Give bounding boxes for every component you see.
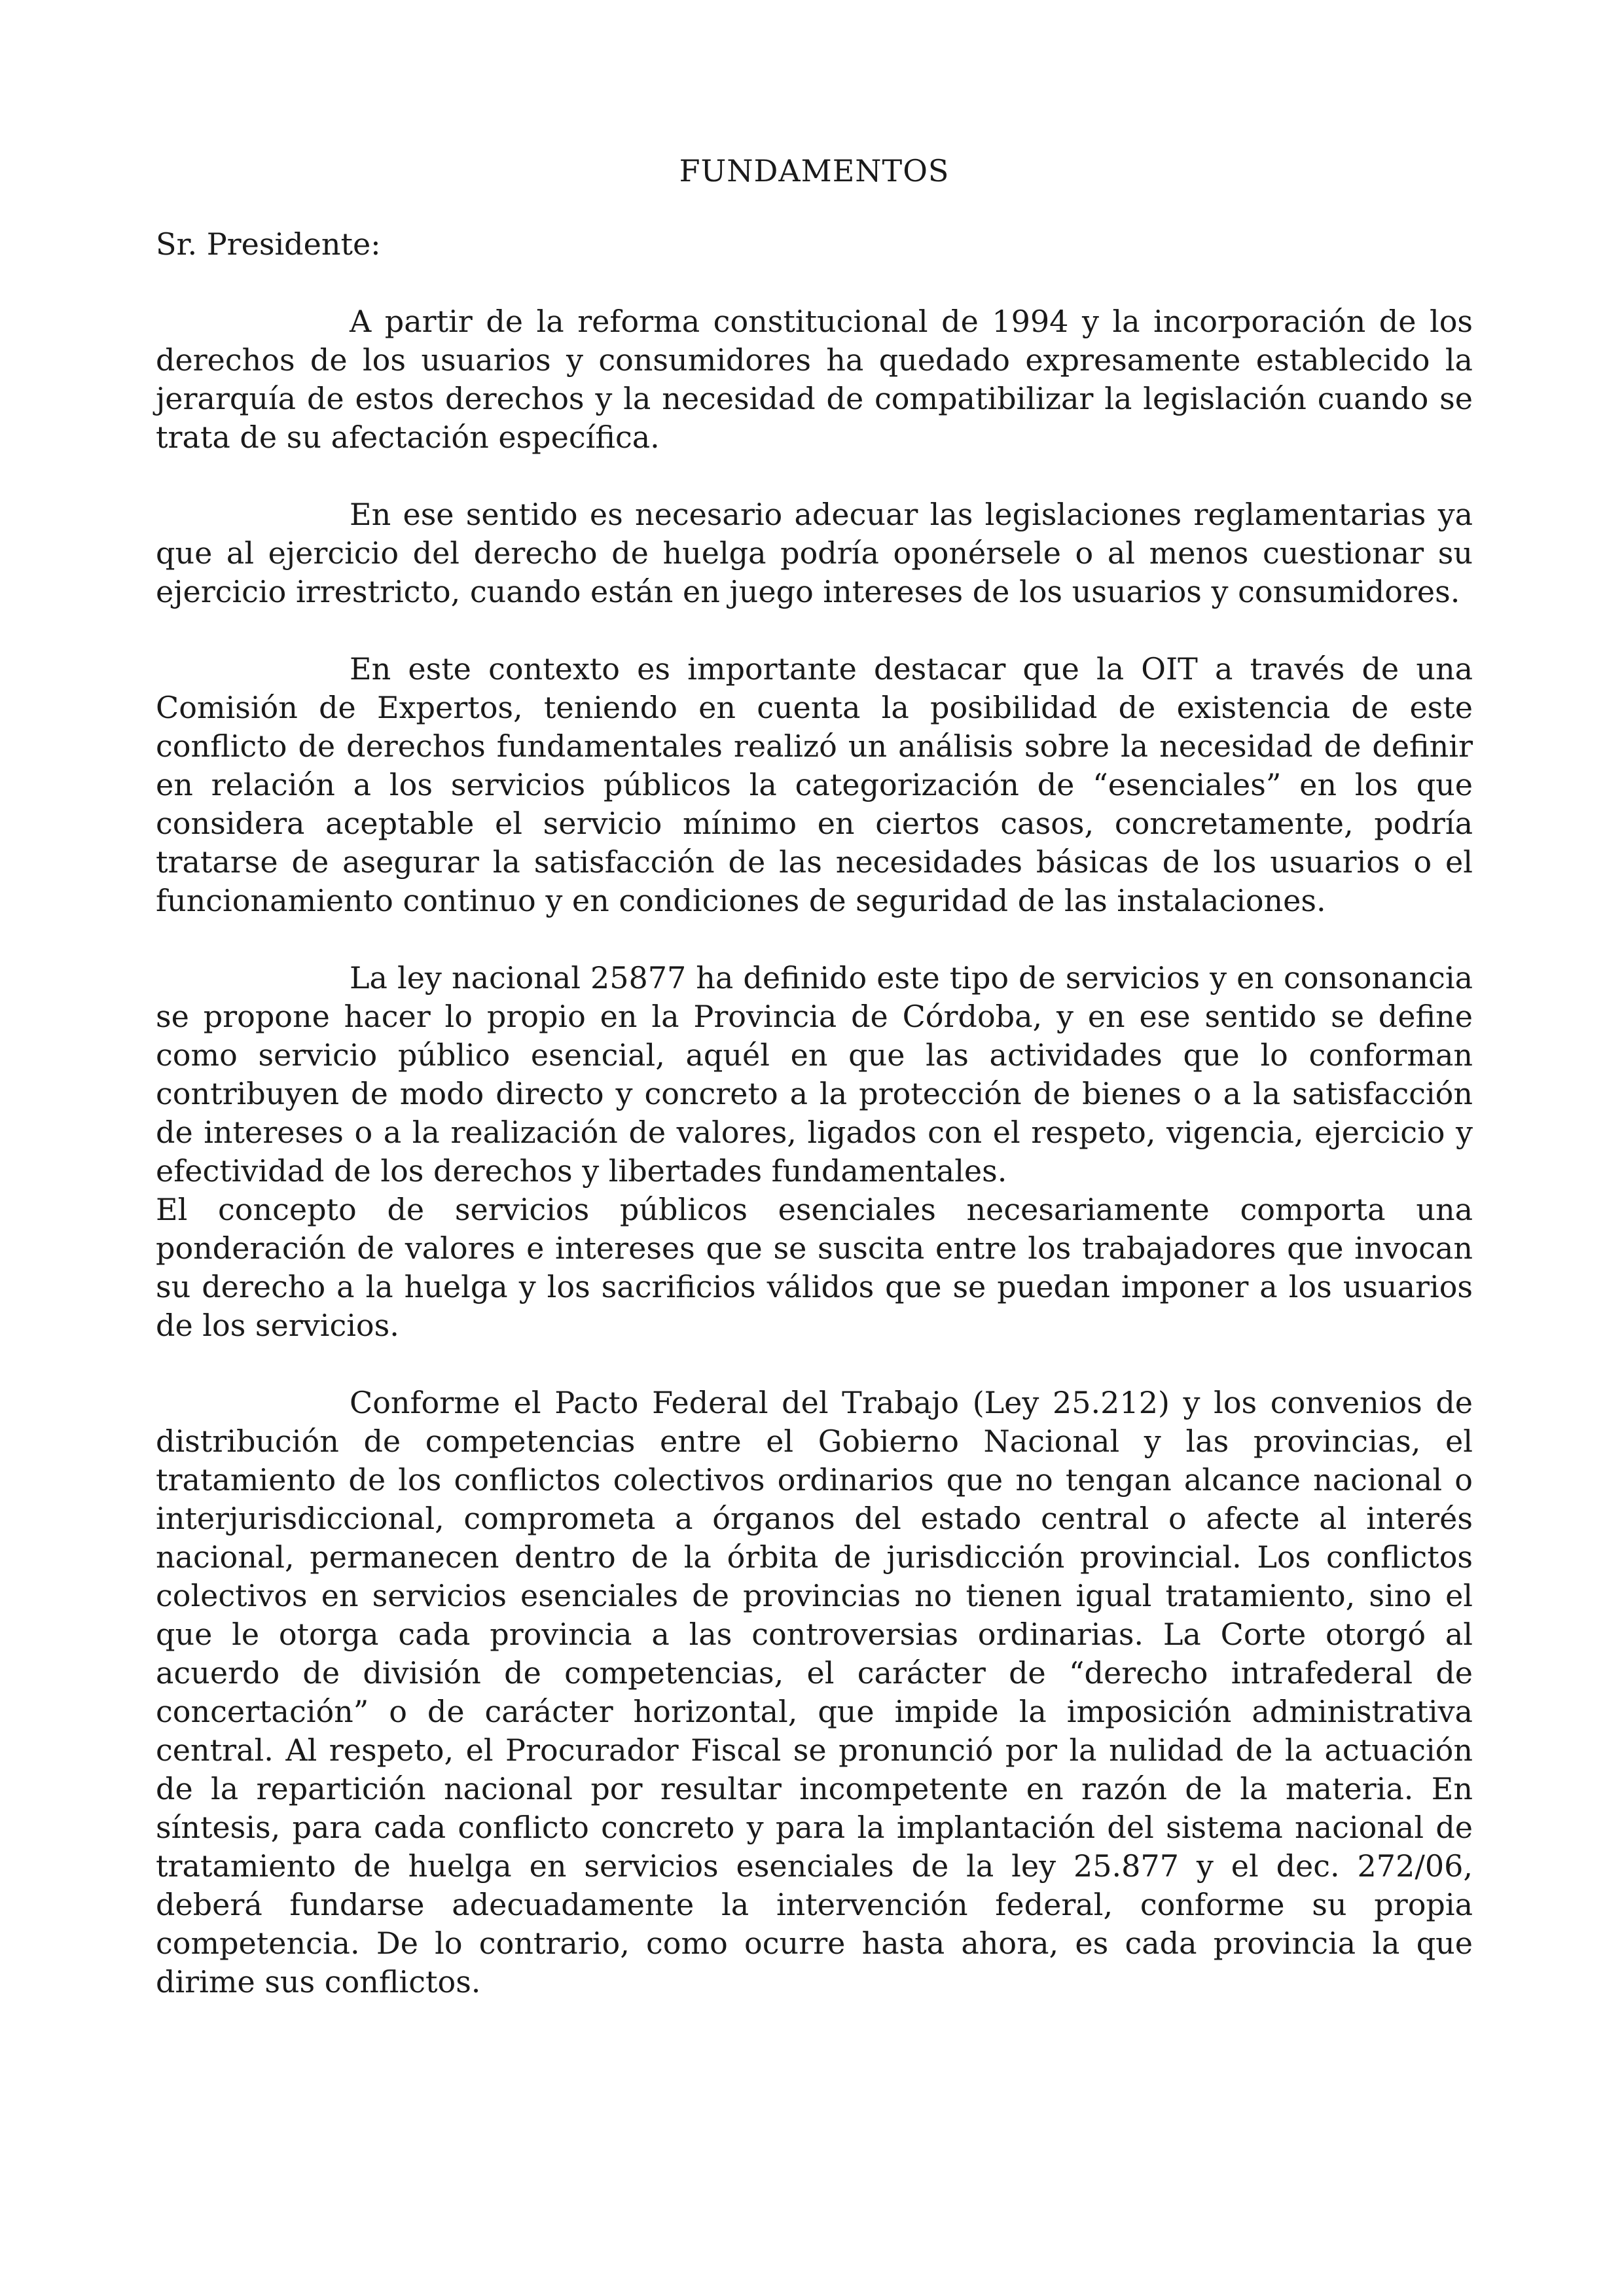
salutation: Sr. Presidente:	[156, 226, 381, 262]
paragraph-legislaciones-reglamentarias: En ese sentido es necesario adecuar las legislaciones reglamentarias ya que al ejercicio del derecho de huelga podría oponérsele o al menos cuestionar su ejercicio irrestricto, cuando están en juego intereses de los usuarios y consumidores.	[156, 497, 1473, 609]
paragraph-oit-comision: En este contexto es importante destacar que la OIT a través de una Comisión de Expertos, teniendo en cuenta la posibilidad de existencia de este conflicto de derechos fundamentales realizó un análisis sobre la necesidad de definir en relación a los servicios públicos la categorización de “esenciales” en los que considera aceptable el servicio mínimo en ciertos casos, concretamente, podría tratarse de asegurar la satisfacción de las necesidades básicas de los usuarios o el funcionamiento continuo y en condiciones de seguridad de las instalaciones.	[156, 651, 1473, 918]
paragraph-concepto-servicios: El concepto de servicios públicos esenciales necesariamente comporta una ponderación de valores e intereses que se suscita entre los trabajadores que invocan su derecho a la huelga y los sacrificios válidos que se puedan imponer a los usuarios de los servicios.	[156, 1192, 1473, 1343]
paragraph-ley-25877: La ley nacional 25877 ha definido este tipo de servicios y en consonancia se propone hacer lo propio en la Provincia de Córdoba, y en ese sentido se define como servicio público esencial, aquél en que las actividades que lo conforman contribuyen de modo directo y concreto a la protección de bienes o a la satisfacción de intereses o a la realización de valores, ligados con el respeto, vigencia, ejercicio y efectividad de los derechos y libertades fundamentales.	[156, 960, 1473, 1189]
document-title: FUNDAMENTOS	[679, 153, 950, 188]
paragraph-pacto-federal: Conforme el Pacto Federal del Trabajo (Ley 25.212) y los convenios de distribución de competencias entre el Gobierno Nacional y las provincias, el tratamiento de los conflictos colectivos ordinarios que no tengan alcance nacional o interjurisdiccional, comprometa a órganos del estado central o afecte al interés nacional, permanecen dentro de la órbita de jurisdicción provincial. Los conflictos colectivos en servicios esenciales de provincias no tienen igual tratamiento, sino el que le otorga cada provincia a las controversias ordinarias. La Corte otorgó al acuerdo de división de competencias, el carácter de “derecho intrafederal de concertación” o de carácter horizontal, que impide la imposición administrativa central. Al respeto, el Procurador Fiscal se pronunció por la nulidad de la actuación de la repartición nacional por resultar incompetente en razón de la materia. En síntesis, para cada conflicto concreto y para la implantación del sistema nacional de tratamiento de huelga en servicios esenciales de la ley 25.877 y el dec. 272/06, deberá fundarse adecuadamente la intervención federal, conforme su propia competencia. De lo contrario, como ocurre hasta ahora, es cada provincia la que dirime sus conflictos.	[156, 1385, 1473, 2000]
paragraph-reforma-constitucional: A partir de la reforma constitucional de 1994 y la incorporación de los derechos de los usuarios y consumidores ha quedado expresamente establecido la jerarquía de estos derechos y la necesidad de compatibilizar la legislación cuando se trata de su afectación específica.	[156, 304, 1473, 455]
document-body	[156, 152, 1473, 2040]
